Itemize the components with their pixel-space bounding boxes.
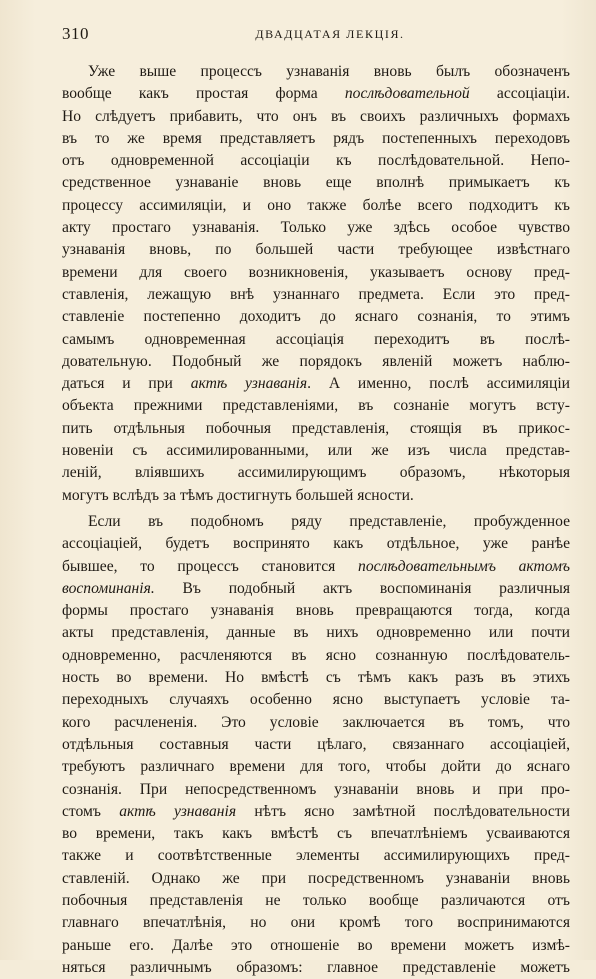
body-line: Если въ подобномъ ряду представленіе, пробужденное <box>88 512 570 530</box>
body-line: ность во времени. Но вмѣстѣ съ тѣмъ какъ разъ въ этихъ <box>62 669 570 687</box>
body-line: ставленіе постепенно доходитъ до яснаго сознанія, то этимъ <box>62 308 570 326</box>
body-line: акты представленія, данные въ нихъ одновременно или почти <box>62 624 570 642</box>
body-line: ставленія, лежащую внѣ узнаннаго предмета. Если это пред- <box>62 285 570 303</box>
body-line: побочныя представленія не только вообще различаются отъ <box>62 891 570 909</box>
body-line: кого расчлененія. Это условіе заключается въ томъ, что <box>62 713 570 731</box>
body-line: акту простаго узнаванія. Только уже здѣсь особое чувство <box>62 219 570 237</box>
body-line: няться различнымъ образомъ: главное представленіе можетъ <box>62 958 570 976</box>
body-line: отъ одновременной ассоціаціи къ послѣдовательной. Непо- <box>62 152 570 170</box>
body-line: бывшее, то процессъ становится послѣдовательнымъ актомъ <box>62 557 570 575</box>
body-line: одновременно, расчленяются въ ясно сознанную послѣдователь- <box>62 646 570 664</box>
body-text <box>62 61 570 979</box>
body-line: въ то же время представляетъ рядъ постепенныхъ переходовъ <box>62 129 570 147</box>
body-line: переходныхъ случаяхъ особенно ясно выступаетъ условіе та- <box>62 691 570 709</box>
body-line: могутъ вслѣдъ за тѣмъ достигнуть большей ясности. <box>62 486 414 504</box>
body-line: новеніи съ ассимилированными, или же изъ числа представ- <box>62 442 570 460</box>
paragraph <box>62 511 570 979</box>
body-line: Но слѣдуетъ прибавить, что онъ въ своихъ различныхъ формахъ <box>62 107 570 125</box>
body-line: формы простаго узнаванія вновь превращаются тогда, когда <box>62 602 570 620</box>
body-line: процессу ассимиляціи, и оно также болѣе всего подходитъ къ <box>62 196 570 214</box>
body-line: отдѣльныя составныя части цѣлаго, связаннаго ассоціаціей, <box>62 735 570 753</box>
running-title: ДВАДЦАТАЯ ЛЕКЦІЯ. <box>255 27 405 41</box>
paragraph <box>62 61 570 507</box>
body-line: стомъ актѣ узнаванія нѣтъ ясно замѣтной послѣдовательности <box>62 802 570 820</box>
body-line: даться и при актѣ узнаванія. А именно, послѣ ассимиляціи <box>62 375 570 393</box>
page-number: 310 <box>62 24 89 43</box>
body-line: объекта прежними представленіями, въ сознаніе могутъ всту- <box>62 397 570 415</box>
body-line: довательную. Подобный же порядокъ явленій можетъ наблю- <box>62 352 570 370</box>
body-line: ассоціаціей, будетъ воспринято какъ отдѣльное, уже ранѣе <box>62 535 570 553</box>
body-line: Уже выше процессъ узнаванія вновь былъ обозначенъ <box>88 63 570 80</box>
body-line: времени для своего возникновенія, указываетъ основу пред- <box>62 263 570 281</box>
body-line: воспоминанія. Въ подобный актъ воспоминанія различныя <box>62 579 570 597</box>
body-line: главнаго впечатлѣнія, но они кромѣ того воспринимаются <box>62 914 570 932</box>
body-line: требуютъ различнаго времени для того, чтобы дойти до яснаго <box>62 758 570 776</box>
body-line: сознанія. При непосредственномъ узнаваніи вновь и при про- <box>62 780 570 798</box>
body-line: во времени, такъ какъ вмѣстѣ съ впечатлѣніемъ усваиваются <box>62 825 570 843</box>
body-line: ставленій. Однако же при посредственномъ узнаваніи вновь <box>62 869 570 887</box>
body-line: пить отдѣльныя побочныя представленія, стоящія въ прикос- <box>62 419 570 437</box>
body-line: самымъ одновременная ассоціація переходитъ въ послѣ- <box>62 330 570 348</box>
page-header <box>62 24 538 48</box>
body-line: леній, вліявшихъ ассимилирующимъ образомъ, нѣкоторыя <box>62 464 570 482</box>
body-line: узнаванія вновь, по большей части требующее извѣстнаго <box>62 241 570 259</box>
body-line: также и соотвѣтственные элементы ассимилирующихъ пред- <box>62 847 570 865</box>
body-line: раньше его. Далѣе это отношеніе во времени можетъ измѣ- <box>62 936 570 954</box>
body-line: вообще какъ простая форма послѣдовательной ассоціаціи. <box>62 85 570 103</box>
body-line: средственное узнаваніе вновь еще вполнѣ примыкаетъ къ <box>62 174 570 192</box>
